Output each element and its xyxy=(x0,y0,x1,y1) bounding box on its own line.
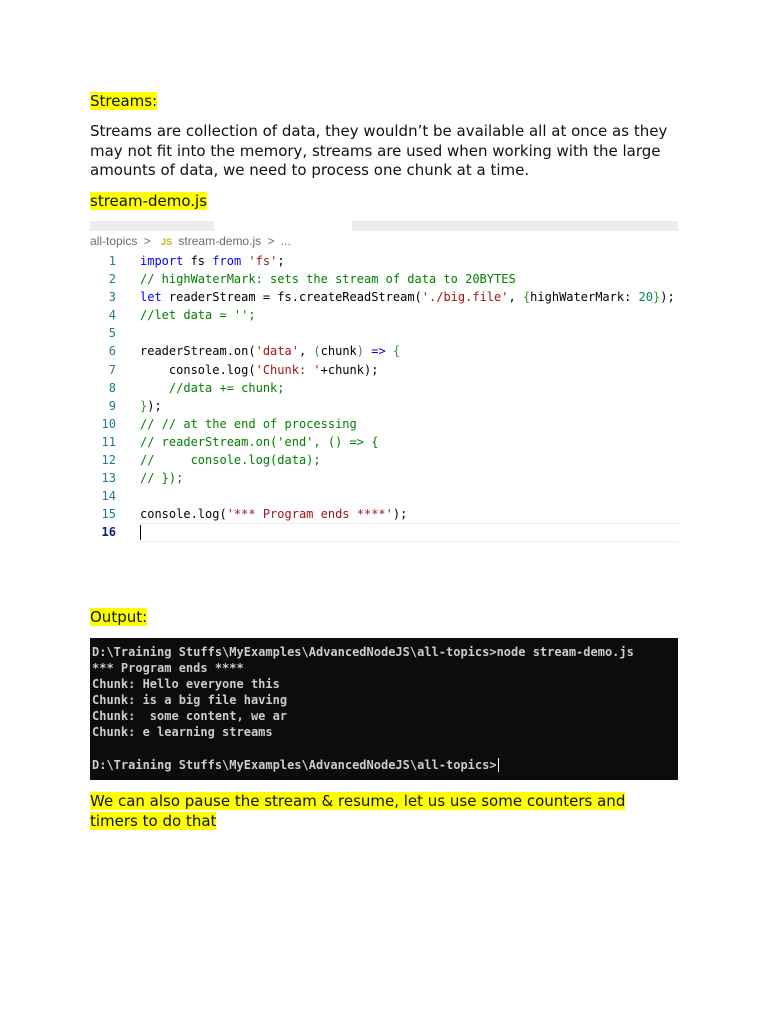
line-number: 3 xyxy=(108,290,116,305)
line-number: 16 xyxy=(101,525,116,540)
chevron-right-icon: > xyxy=(267,234,275,248)
intro-line: amounts of data, we need to process one chunk at a time. xyxy=(90,161,530,179)
code-token: // console.log(data); xyxy=(140,453,321,468)
line-number: 12 xyxy=(101,453,116,468)
code-line xyxy=(90,379,678,397)
code-token: from xyxy=(212,254,242,268)
code-token: './big.file' xyxy=(421,290,509,305)
code-line xyxy=(90,252,678,270)
code-line xyxy=(90,397,678,415)
code-line xyxy=(90,270,678,288)
line-number: 6 xyxy=(108,344,116,359)
code-token: highWaterMark: xyxy=(530,290,639,305)
code-token: ) xyxy=(356,344,364,359)
pause-line: We can also pause the stream & resume, let us use some counters and xyxy=(90,792,626,810)
code-line xyxy=(90,288,678,306)
code-token: //data += chunk; xyxy=(168,380,285,395)
intro-line: may not fit into the memory, streams are used when working with the large xyxy=(90,141,661,160)
terminal-cursor xyxy=(498,758,499,772)
code-line xyxy=(90,523,678,541)
code-token: 20 xyxy=(638,290,653,305)
code-token xyxy=(140,381,169,395)
code-line xyxy=(90,469,678,487)
code-token: //let data = ''; xyxy=(140,308,256,323)
code-token: } xyxy=(653,290,661,305)
code-token: 'fs' xyxy=(248,254,278,268)
code-token: readerStream.on( xyxy=(140,344,256,359)
breadcrumb-folder: all-topics xyxy=(90,234,138,248)
line-number: 1 xyxy=(108,254,116,268)
code-token: ); xyxy=(392,507,408,522)
code-token: 'Chunk: ' xyxy=(255,362,321,377)
line-number: 7 xyxy=(108,362,116,377)
code-line xyxy=(90,487,678,505)
line-number: 2 xyxy=(108,272,116,287)
code-token: // readerStream.on('end', () => { xyxy=(140,434,379,449)
terminal-line: Chunk: Hello everyone this xyxy=(92,677,280,692)
code-token: { xyxy=(392,344,401,359)
code-token: // highWaterMark: sets the stream of data to 20BYTES xyxy=(140,272,516,287)
breadcrumb-file: stream-demo.js xyxy=(178,234,262,248)
code-line xyxy=(90,433,678,451)
code-token: } xyxy=(140,398,148,413)
line-number: 14 xyxy=(101,489,116,504)
pause-line: timers to do that xyxy=(90,811,217,830)
intro-line: Streams are collection of data, they wouldn’t be available all at once as they xyxy=(90,122,668,140)
code-token: // // at the end of processing xyxy=(140,416,357,431)
output-heading: Output: xyxy=(90,608,148,626)
code-token: ( xyxy=(313,344,321,359)
code-line xyxy=(90,342,678,360)
code-token: import xyxy=(140,254,184,268)
terminal-line: D:\Training Stuffs\MyExamples\AdvancedNodeJS\all-topics>node stream-demo.js xyxy=(92,645,634,659)
intro-paragraph xyxy=(90,122,690,181)
code-token: ); xyxy=(660,290,675,305)
pause-paragraph xyxy=(90,792,690,831)
code-token: let xyxy=(140,290,162,305)
code-token: , xyxy=(508,290,523,305)
code-editor-screenshot xyxy=(90,220,678,542)
code-token: '*** Program ends ****' xyxy=(226,507,393,522)
code-token: +chunk); xyxy=(320,362,379,377)
terminal-line: *** Program ends **** xyxy=(92,661,244,676)
line-number: 13 xyxy=(101,471,116,486)
terminal-line: Chunk: e learning streams xyxy=(92,725,273,740)
code-token: { xyxy=(522,290,531,305)
code-token: ; xyxy=(277,254,285,268)
code-token: chunk xyxy=(320,344,357,359)
line-number: 11 xyxy=(101,434,116,449)
code-line xyxy=(90,324,678,342)
breadcrumb xyxy=(90,234,291,248)
javascript-file-icon: JS xyxy=(161,237,173,247)
code-line xyxy=(90,361,678,379)
code-line xyxy=(90,505,678,523)
terminal-line: Chunk: is a big file having xyxy=(92,693,288,708)
editor-scrollbar xyxy=(352,221,678,231)
terminal-line: Chunk: some content, we ar xyxy=(92,709,288,724)
code-token: console.log( xyxy=(140,362,256,377)
code-token xyxy=(386,344,393,358)
line-number: 5 xyxy=(108,326,116,341)
file-heading: stream-demo.js xyxy=(90,192,208,210)
terminal-prompt-line xyxy=(90,757,678,773)
code-line xyxy=(90,451,678,469)
line-number: 4 xyxy=(108,308,116,323)
terminal-line xyxy=(90,741,678,757)
code-token: // }); xyxy=(140,471,184,486)
code-line xyxy=(90,415,678,433)
code-token: console.log( xyxy=(140,507,227,522)
line-number: 15 xyxy=(101,507,116,522)
code-line xyxy=(90,306,678,324)
editor-scrollbar xyxy=(90,221,214,231)
chevron-right-icon: > xyxy=(143,234,151,248)
text-cursor xyxy=(140,525,141,540)
code-area xyxy=(90,252,678,542)
terminal-screenshot xyxy=(90,638,678,780)
code-token: 'data' xyxy=(255,344,299,359)
code-token: , xyxy=(298,344,314,359)
breadcrumb-more: ... xyxy=(280,234,291,248)
line-number: 10 xyxy=(101,416,116,431)
line-number: 8 xyxy=(108,380,116,395)
code-token: fs xyxy=(183,254,213,268)
line-number: 9 xyxy=(108,398,116,413)
terminal-prompt: D:\Training Stuffs\MyExamples\AdvancedNodeJS\all-topics> xyxy=(92,757,497,772)
code-token: readerStream = fs.createReadStream( xyxy=(161,290,422,305)
streams-heading: Streams: xyxy=(90,92,158,110)
code-token: => xyxy=(371,344,386,359)
code-token: ); xyxy=(147,398,162,413)
